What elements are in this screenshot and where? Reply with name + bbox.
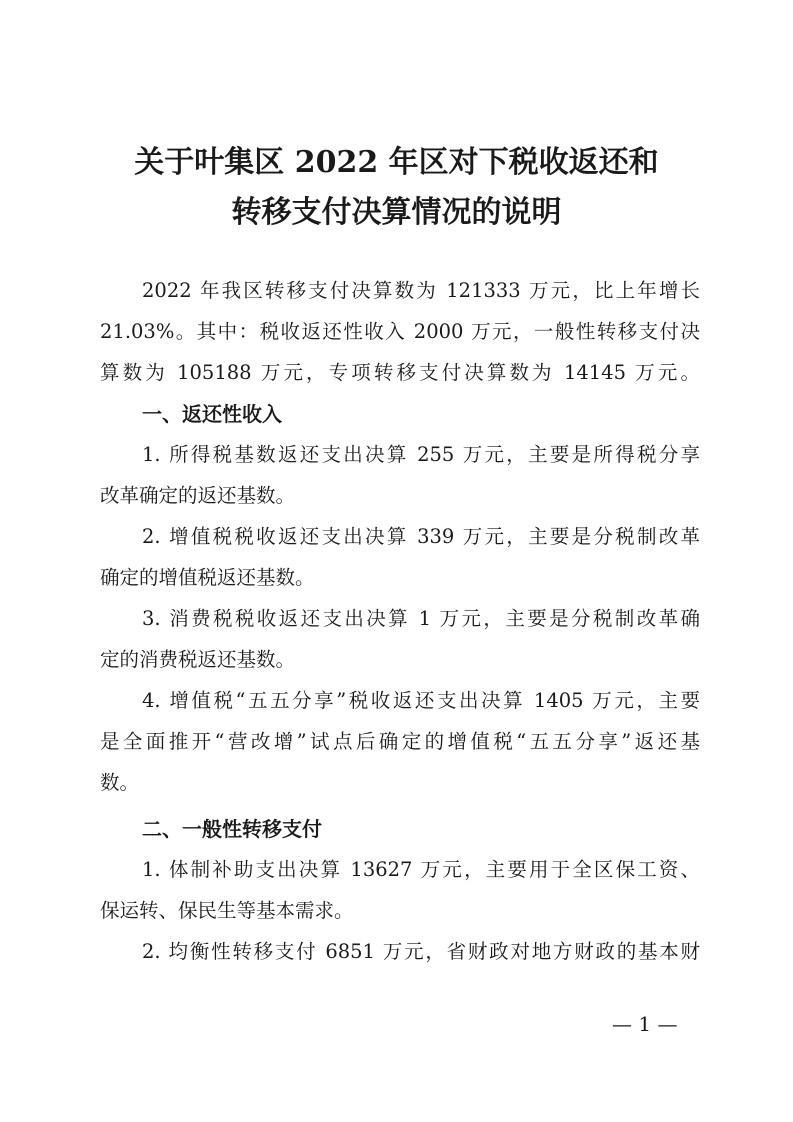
section-1-item-2-line-2: 确定的增值税返还基数。: [100, 566, 315, 589]
section-1-item-4-line-3: 数。: [100, 771, 140, 794]
section-2-item-2-line-1: 2. 均衡性转移支付 6851 万元，省财政对地方财政的基本财: [142, 940, 700, 963]
section-2-item-1-line-2: 保运转、保民生等基本需求。: [100, 899, 354, 922]
section-2-item-1-line-1: 1. 体制补助支出决算 13627 万元，主要用于全区保工资、: [142, 858, 700, 881]
section-1-item-3-line-2: 定的消费税返还基数。: [100, 648, 296, 671]
intro-line-2: 21.03%。其中：税收返还性收入 2000 万元，一般性转移支付决: [100, 320, 700, 343]
section-1-item-3-line-1: 3. 消费税税收返还支出决算 1 万元，主要是分税制改革确: [142, 607, 700, 630]
section-1-item-4-line-2: 是全面推开“营改增”试点后确定的增值税“五五分享”返还基: [100, 730, 700, 753]
document-title-line-2: 转移支付决算情况的说明: [231, 195, 562, 230]
document-title-line-1: 关于叶集区 2022 年区对下税收返还和: [134, 145, 659, 180]
page-number: — 1 —: [612, 1012, 678, 1036]
intro-line-3: 算数为 105188 万元，专项转移支付决算数为 14145 万元。: [100, 361, 700, 384]
section-1-item-1-line-2: 改革确定的返还基数。: [100, 484, 296, 507]
section-1-item-4-line-1: 4. 增值税“五五分享”税收返还支出决算 1405 万元，主要: [142, 689, 700, 712]
section-1-item-2-line-1: 2. 增值税税收返还支出决算 339 万元，主要是分税制改革: [142, 525, 700, 548]
section-2-heading: 二、一般性转移支付: [142, 817, 322, 841]
intro-line-1: 2022 年我区转移支付决算数为 121333 万元，比上年增长: [142, 279, 700, 302]
section-1-item-1-line-1: 1. 所得税基数返还支出决算 255 万元，主要是所得税分享: [142, 443, 700, 466]
section-1-heading: 一、返还性收入: [142, 402, 282, 426]
